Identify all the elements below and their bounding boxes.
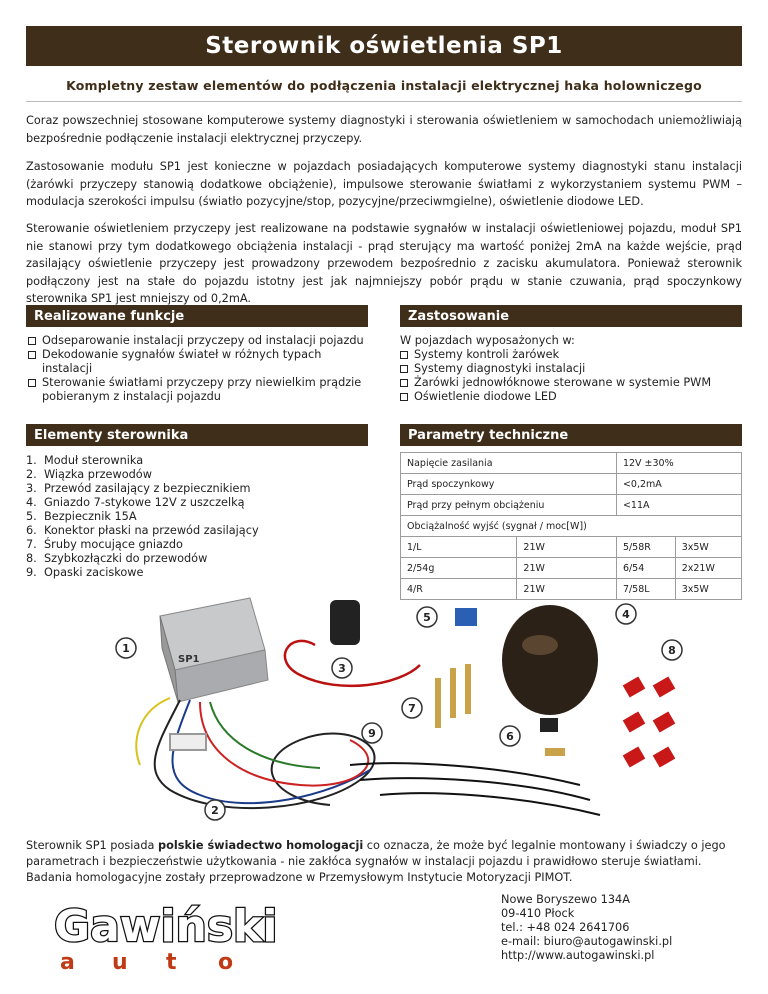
svg-text:t: t [166, 950, 177, 975]
badge-9 [362, 723, 382, 743]
list-item: 5. Bezpiecznik 15A [26, 510, 137, 523]
product-photo [100, 590, 700, 828]
list-item [26, 348, 368, 376]
table-row [401, 537, 742, 558]
badge-5 [417, 607, 437, 627]
svg-text:6: 6 [506, 730, 514, 743]
list-item: 3. Przewód zasilający z bezpiecznikiem [26, 482, 251, 495]
usage-text: Żarówki jednowłóknowe sterowane w systemie PWM [414, 376, 712, 389]
list-item [398, 376, 742, 390]
list-item: 2. Wiązka przewodów [26, 468, 152, 481]
checkbox-bullet-icon [400, 351, 408, 359]
badge-2 [205, 800, 225, 820]
usage-list [398, 348, 742, 404]
address-phone: tel.: +48 024 2641706 [501, 921, 630, 934]
address-website: http://www.autogawinski.pl [501, 949, 655, 962]
list-item: 6. Konektor płaski na przewód zasilający [26, 524, 259, 537]
gawinski-logo [54, 893, 278, 975]
intro-paragraph-2: Zastosowanie modułu SP1 jest konieczne w pojazdach posiadających komputerowe systemy diagnostyki stanu instalacji (żarówki przyczepy stanowią dodatkowe obciążenie), impulsowe sterowanie światłami z wykorzystaniem systemu PWM – modulacja szerokości impulsu (światło pozycyjne/stop, pozycyjne/przeciwmgielne), oświetlenie diodowe LED. [26, 160, 742, 208]
svg-text:5: 5 [423, 611, 431, 624]
svg-text:8: 8 [668, 644, 676, 657]
load-heading: Obciążalność wyjść (sygnał / moc[W]) [401, 516, 742, 537]
svg-text:9: 9 [368, 727, 376, 740]
elements-heading: Elementy sterownika [26, 424, 368, 446]
checkbox-bullet-icon [400, 365, 408, 373]
svg-text:u: u [112, 950, 128, 975]
table-row [401, 495, 742, 516]
svg-text:a: a [60, 950, 75, 975]
svg-text:1: 1 [122, 642, 130, 655]
usage-text: Systemy diagnostyki instalacji [414, 362, 586, 375]
param-label: Prąd spoczynkowy [401, 474, 617, 495]
list-item: 4. Gniazdo 7-stykowe 12V z uszczelką [26, 496, 245, 509]
table-row [401, 474, 742, 495]
checkbox-bullet-icon [28, 337, 36, 345]
header-bar [26, 26, 742, 66]
table-cell: 21W [517, 558, 617, 579]
table-cell: 7/58L [616, 579, 675, 600]
table-cell: 3x5W [675, 579, 741, 600]
table-cell: 2/54g [401, 558, 517, 579]
address-street: Nowe Boryszewo 134A [501, 893, 630, 906]
list-item: 7. Śruby mocujące gniazdo [26, 538, 183, 551]
param-value: <11A [616, 495, 741, 516]
svg-text:2: 2 [211, 804, 219, 817]
table-cell: 4/R [401, 579, 517, 600]
svg-text:3: 3 [338, 662, 346, 675]
company-address [501, 893, 672, 963]
usage-heading: Zastosowanie [400, 305, 742, 327]
table-cell: 1/L [401, 537, 517, 558]
elements-list [26, 454, 368, 580]
checkbox-bullet-icon [28, 351, 36, 359]
quick-connectors-image [623, 676, 676, 767]
intro-paragraph-1: Coraz powszechniej stosowane komputerowe systemy diagnostyki i sterowania oświetleniem w samochodach uniemożliwiają bezpośrednie podłączenie instalacji elektrycznej przyczepy. [26, 114, 742, 145]
controller-module-image [160, 598, 268, 702]
cable-ties-image [350, 763, 600, 815]
table-cell: 21W [517, 579, 617, 600]
fuse-image [455, 608, 477, 626]
badge-4 [616, 604, 636, 624]
page-subtitle: Kompletny zestaw elementów do podłączenia instalacji elektrycznej haka holowniczego [66, 78, 702, 93]
fuse-cable-image [285, 600, 420, 686]
params-heading: Parametry techniczne [400, 424, 742, 446]
function-text: Odseparowanie instalacji przyczepy od instalacji pojazdu [42, 334, 364, 347]
table-cell: 5/58R [616, 537, 675, 558]
table-row [401, 558, 742, 579]
list-item: 8. Szybkozłączki do przewodów [26, 552, 208, 565]
param-label: Napięcie zasilania [401, 453, 617, 474]
checkbox-bullet-icon [400, 379, 408, 387]
list-item [398, 362, 742, 376]
usage-text: Systemy kontroli żarówek [414, 348, 560, 361]
address-email: e-mail: biuro@autogawinski.pl [501, 935, 673, 948]
usage-text: Oświetlenie diodowe LED [414, 390, 557, 403]
table-row [401, 516, 742, 537]
badge-3 [332, 658, 352, 678]
flat-connector-image [540, 718, 565, 756]
address-city: 09-410 Płock [501, 907, 575, 920]
svg-text:o: o [218, 950, 234, 975]
params-table [400, 452, 742, 600]
functions-list [26, 334, 368, 404]
svg-text:4: 4 [622, 608, 630, 621]
table-cell: 21W [517, 537, 617, 558]
svg-text:7: 7 [408, 702, 416, 715]
homologation-highlight: polskie świadectwo homologacji [158, 839, 364, 852]
page-title: Sterownik oświetlenia SP1 [205, 33, 563, 59]
function-text: Sterowanie światłami przyczepy przy niewielkim prądzie pobieranym z instalacji pojazdu [42, 376, 362, 403]
param-label: Prąd przy pełnym obciążeniu [401, 495, 617, 516]
checkbox-bullet-icon [400, 393, 408, 401]
list-item [26, 334, 368, 348]
param-value: <0,2mA [616, 474, 741, 495]
table-row [401, 453, 742, 474]
list-item: 9. Opaski zaciskowe [26, 566, 144, 579]
screws-image [435, 664, 471, 728]
table-cell: 6/54 [616, 558, 675, 579]
list-item [26, 376, 368, 404]
badge-1 [116, 638, 136, 658]
table-cell: 3x5W [675, 537, 741, 558]
badge-7 [402, 698, 422, 718]
list-item: 1. Moduł sterownika [26, 454, 144, 467]
wire-harness-image [136, 698, 374, 808]
usage-lead: W pojazdach wyposażonych w: [400, 334, 575, 347]
function-text: Dekodowanie sygnałów świateł w różnych typach instalacji [42, 348, 322, 375]
trailer-socket-image [502, 605, 598, 715]
list-item [398, 348, 742, 362]
module-label: SP1 [178, 654, 200, 665]
badge-8 [662, 640, 682, 660]
intro-paragraph-3: Sterowanie oświetleniem przyczepy jest realizowane na podstawie sygnałów w instalacji oświetleniowej pojazdu, moduł SP1 nie stanowi przy tym dodatkowego obciążenia instalacji - prąd sterujący ma wartość poniżej 2mA na każde wejście, prąd zasilający oświetlenie przyczepy jest prowadzony przewodem bezpośrednio z zacisku akumulatora. Ponieważ sterownik podłączony jest na stałe do pojazdu istotny jest jak najmniejszy pobór prądu w stanie czuwania, prąd spoczynkowy sterownika SP1 jest mniejszy od 0,2mA. [26, 222, 742, 305]
badge-6 [500, 726, 520, 746]
param-value: 12V ±30% [616, 453, 741, 474]
table-cell: 2x21W [675, 558, 741, 579]
svg-text:Gawiński: Gawiński [54, 901, 278, 952]
functions-heading: Realizowane funkcje [26, 305, 368, 327]
checkbox-bullet-icon [28, 379, 36, 387]
homologation-paragraph: Sterownik SP1 posiada polskie świadectwo homologacji co oznacza, że może być legalnie montowany i świadczy o jego parametrach i bezpieczeństwie użytkowania - nie zakłóca sygnałów w instalacji pojazdu i prawidłowo steruje światłami. Badania homologacyjne zostały przeprowadzone w Przemysłowym Instytucie Motoryzacji PIMOT. [26, 839, 726, 884]
list-item [398, 390, 742, 404]
divider [26, 101, 742, 102]
